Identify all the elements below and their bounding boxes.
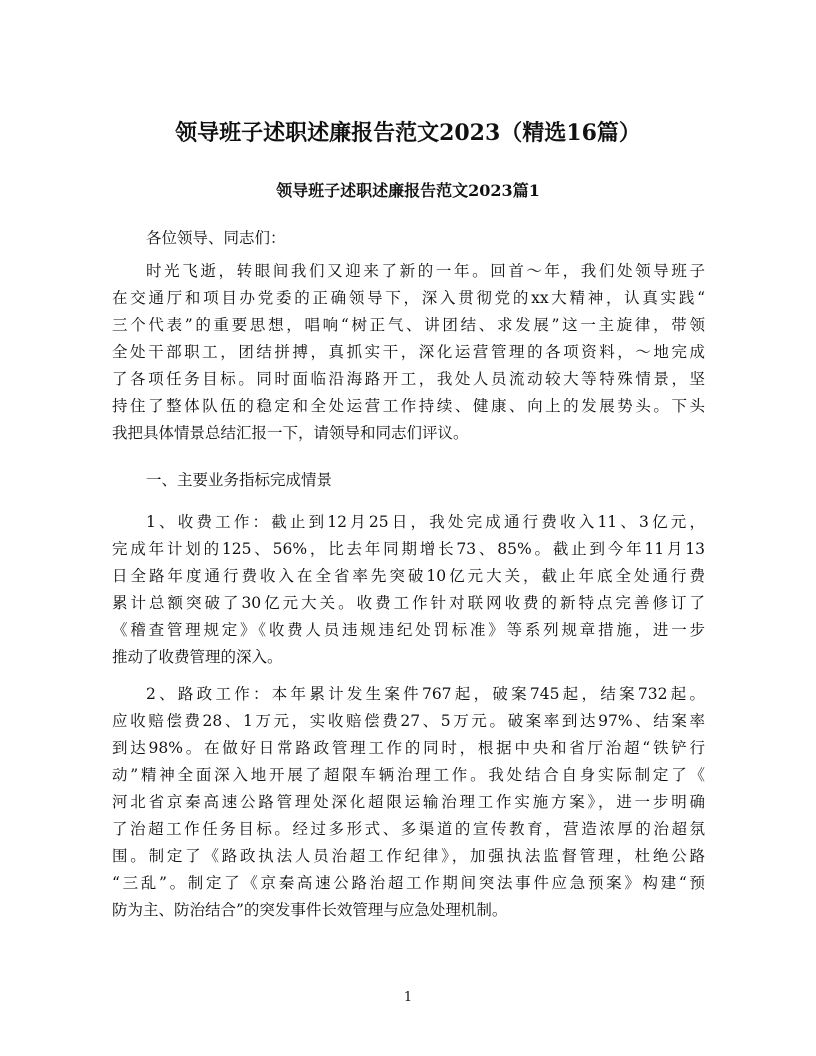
section-title: 领导班子述职述廉报告范文2023篇1 <box>276 181 540 200</box>
text-line: 到达98%。在做好日常路政管理工作的同时，根据中央和省厅治超“铁铲行 <box>112 739 705 757</box>
heading-1: 一、主要业务指标完成情景 <box>146 471 333 489</box>
text-line: 应收赔偿费28、1万元，实收赔偿费27、5万元。破案率到达97%、结案率 <box>112 712 705 730</box>
text-line: 1、收费工作：截止到12月25日，我处完成通行费收入11、3亿元， <box>146 513 705 531</box>
text-line: 累计总额突破了30亿元大关。收费工作针对联网收费的新特点完善修订了 <box>112 594 705 612</box>
document-title: 领导班子述职述廉报告范文2023（精选16篇） <box>175 120 641 146</box>
text-line: 全处干部职工，团结拼搏，真抓实干，深化运营管理的各项资料，～地完成 <box>112 343 705 361</box>
text-line: 防为主、防治结合”的突发事件长效管理与应急处理机制。 <box>112 901 508 919</box>
text-line: 持住了整体队伍的稳定和全处运营工作持续、健康、向上的发展势头。下头 <box>112 397 705 415</box>
text-line: 我把具体情景总结汇报一下，请领导和同志们评议。 <box>112 424 469 442</box>
text-line: 时光飞逝，转眼间我们又迎来了新的一年。回首～年，我们处领导班子 <box>146 262 705 280</box>
text-line: 《稽查管理规定》《收费人员违规违纪处罚标准》等系列规章措施，进一步 <box>112 621 705 639</box>
page-number: 1 <box>403 990 413 1005</box>
text-line: 动”精神全面深入地开展了超限车辆治理工作。我处结合自身实际制定了《 <box>112 766 705 784</box>
text-line: 在交通厅和项目办党委的正确领导下，深入贯彻党的xx大精神，认真实践“ <box>112 289 705 307</box>
text-line: 2、路政工作：本年累计发生案件767起，破案745起，结案732起。 <box>146 685 705 703</box>
text-line: 河北省京秦高速公路管理处深化超限运输治理工作实施方案》，进一步明确 <box>112 793 705 811</box>
text-line: 推动了收费管理的深入。 <box>112 648 283 666</box>
salutation: 各位领导、同志们： <box>146 229 286 247</box>
text-line: 完成年计划的125、56%，比去年同期增长73、85%。截止到今年11月13 <box>112 540 705 558</box>
text-line: 了治超工作任务目标。经过多形式、多渠道的宣传教育，营造浓厚的治超氛 <box>112 820 705 838</box>
text-line: 了各项任务目标。同时面临沿海路开工，我处人员流动较大等特殊情景，坚 <box>112 370 705 388</box>
text-line: 三个代表”的重要思想，唱响“树正气、讲团结、求发展”这一主旋律，带领 <box>112 316 705 334</box>
text-line: “三乱”。制定了《京秦高速公路治超工作期间突法事件应急预案》构建“预 <box>112 874 705 892</box>
text-line: 日全路年度通行费收入在全省率先突破10亿元大关，截止年底全处通行费 <box>112 567 705 585</box>
text-line: 围。制定了《路政执法人员治超工作纪律》，加强执法监督管理，杜绝公路 <box>112 847 705 865</box>
